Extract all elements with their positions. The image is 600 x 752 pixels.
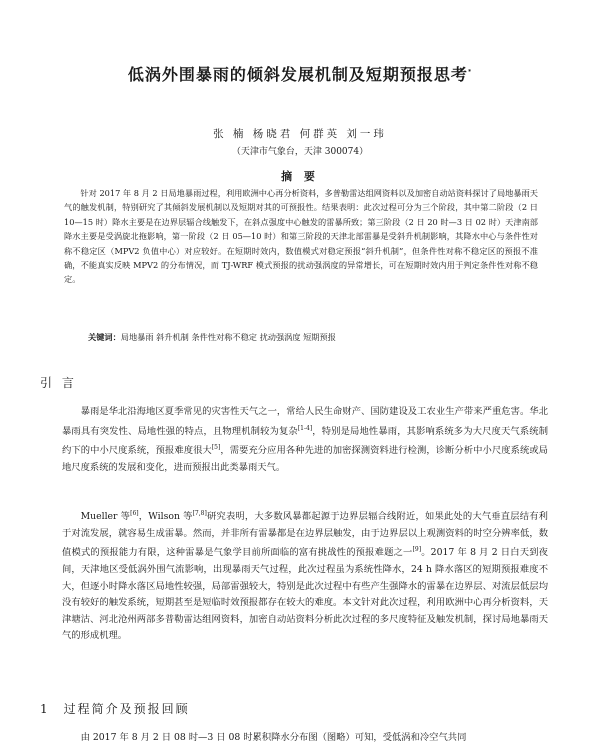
keywords-label: 关键词： (88, 332, 121, 342)
intro-paragraph-2: Mueller 等[6]，Wilson 等[7,8]研究表明，大多数风暴都起源于边界层辐合线附近，如果此处的大气垂直层结有利于对流发展，就容易生成雷暴。然而，并非所有雷暴都是在边界层触发，由于边界层以上观测资料的时空分辨率低，数值模式的预报能力有限，这种雷暴是气象学目前所面临的富有挑战性的预报难题之一[9]。2017 年 8 月 2 日白天到夜间，天津地区受低涡外围气流影响，出现暴雨天气过程，此次过程虽为系统性降水，24 h 降水落区的短期预报难度不大，但逐小时降水落区局地性较强，局部雷强较大，特别是此次过程中有些产生强降水的雷暴在边界层、对流层低层均没有较好的触发系统，短期甚至是短临时效预报都存在较大的难度。本文针对此次过程，利用欧洲中心再分析资料，天津塘沽、河北沧州两部多普勒雷达组网资料，加密自动站资料分析此次过程的多尺度特征及触发机制，探讨局地暴雨天气的形成机理。 (62, 510, 548, 642)
citation: [7,8] (192, 510, 207, 517)
citation: [6] (130, 510, 139, 517)
intro-paragraph-1: 暴雨是华北沿海地区夏季常见的灾害性天气之一，常给人民生命财产、国防建设及工农业生产带来严重危害。华北暴雨具有突发性、局地性强的特点，且物理机制较为复杂[1-4]，特别是局地性暴雨，其影响系统多为大尺度天气系统制约下的中小尺度系统，预报难度很大[5]，需要充分应用各种先进的加密探测资料进行检测，诊断分析中小尺度系统或局地尺度系统的发展和变化，进而预报出此类暴雨天气。 (62, 406, 548, 473)
section-number: 1 (40, 702, 50, 716)
citation: [1-4] (297, 424, 313, 432)
title-footnote-mark: * (467, 68, 473, 76)
intro-heading: 引 言 (40, 376, 77, 390)
section-1-paragraph: 由 2017 年 8 月 2 日 08 时—3 日 08 时累积降水分布图（图略）可知，受低涡和冷空气共同 (80, 732, 467, 743)
abstract-heading: 摘 要 (281, 170, 319, 183)
citation: [9] (412, 546, 422, 554)
section-1-heading (40, 700, 190, 717)
keywords (88, 330, 538, 344)
section-title: 过程简介及预报回顾 (63, 702, 190, 716)
keywords-text: 局地暴雨 斜升机制 条件性对称不稳定 扰动强涡度 短期预报 (120, 332, 336, 342)
citation: [5] (211, 444, 221, 452)
abstract-text: 针对 2017 年 8 月 2 日局地暴雨过程，利用欧洲中心再分析资料，多普勒雷达组网资料以及加密自动站资料探讨了局地暴雨天气的触发机制，特别研究了其倾斜发展机制以及短期对其的可预报性。结果表明：此次过程可分为三个阶段，其中第二阶段（2 日 10—15 时）降水主要是在边界层辐合线触发下，在斜点强度中心触发的雷暴所致；第三阶段（2 日 20 时—3 日 02 时）天津南部降水主要是受涡旋北拖影响，第一阶段（2 日 05—10 时）和第三阶段的天津北部雷暴是受斜升机制影响，其降水中心与条件性对称不稳定区（MPV2 负值中心）对应较好。在短期时效内，数值模式对稳定预报“斜升机制”，但条件性对称不稳定区的预报不准确，不能真实反映 MPV2 的分布情况，而 TJ-WRF 模式预报的扰动强涡度的异常增长，可在短期时效内用于判定条件性对称不稳定。 (64, 188, 538, 285)
paper-title: 低涡外围暴雨的倾斜发展机制及短期预报思考* (127, 65, 473, 84)
affiliation: （天津市气象台，天津 300074） (231, 147, 369, 157)
author-list: 张 楠 杨晓君 何群英 刘一玮 (213, 128, 387, 140)
